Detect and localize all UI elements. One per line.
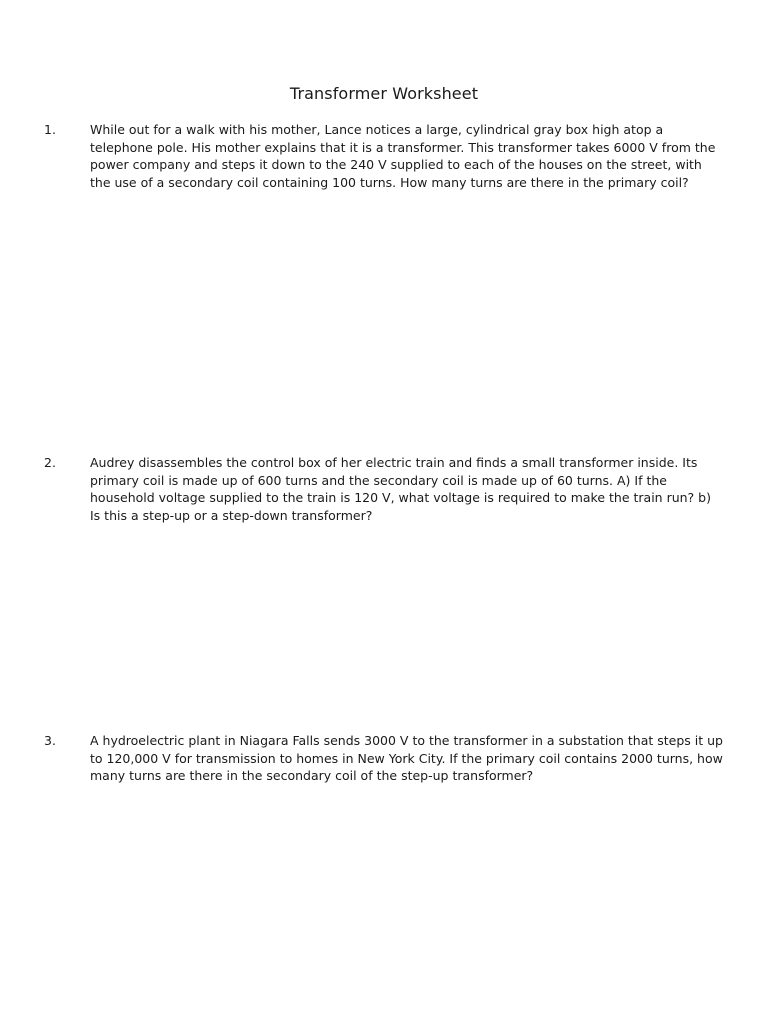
- question-text: Audrey disassembles the control box of her electric train and finds a small transformer inside. Its primary coil is made up of 600 turns and the secondary coil is made up of 60 turns. A) If the household voltage supplied to the train is 120 V, what voltage is required to make the train run? b) Is this a step-up or a step-down transformer?: [90, 455, 711, 523]
- question-number: 3.: [44, 733, 56, 748]
- question-text: A hydroelectric plant in Niagara Falls sends 3000 V to the transformer in a substation that steps it up to 120,000 V for transmission to homes in New York City. If the primary coil contains 2000 turns, how many turns are there in the secondary coil of the step-up transformer?: [90, 733, 723, 783]
- question-number: 1.: [44, 122, 56, 137]
- question-number: 2.: [44, 455, 56, 470]
- page-title: Transformer Worksheet: [289, 84, 479, 103]
- question-text: While out for a walk with his mother, Lance notices a large, cylindrical gray box high atop a telephone pole. His mother explains that it is a transformer. This transformer takes 6000 V from the power company and steps it down to the 240 V supplied to each of the houses on the street, with the use of a secondary coil containing 100 turns. How many turns are there in the primary coil?: [90, 122, 716, 190]
